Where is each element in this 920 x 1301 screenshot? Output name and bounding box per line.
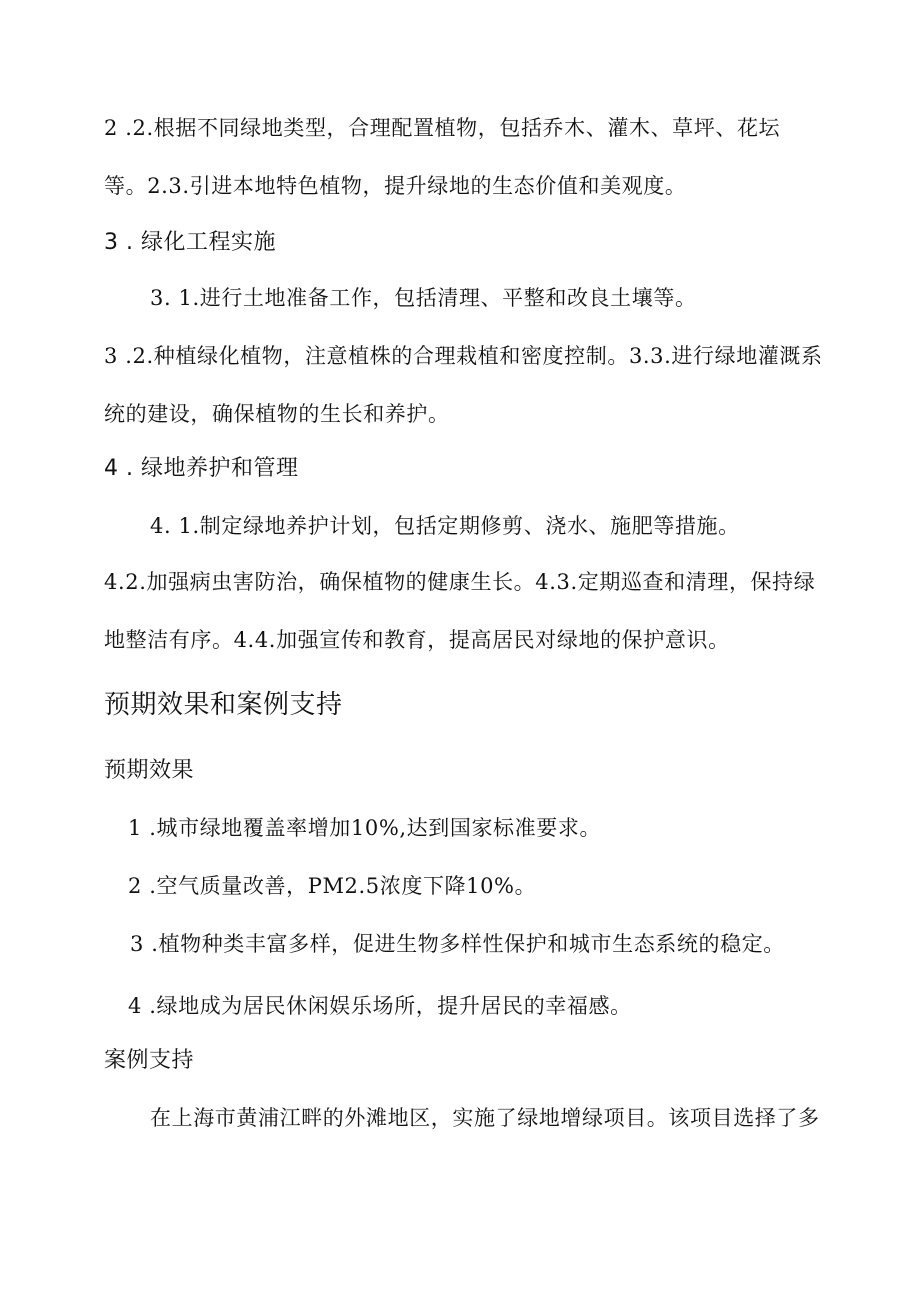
section4-item2-line1: 4.2.加强病虫害防治，确保植物的健康生长。4.3.定期巡查和清理，保持绿 xyxy=(104,570,816,594)
expected-title: 预期效果和案例支持 xyxy=(104,690,343,720)
section4-item1: 4. 1.制定绿地养护计划，包括定期修剪、浇水、施肥等措施。 xyxy=(150,514,740,538)
section3-item1: 3. 1.进行土地准备工作，包括清理、平整和改良土壤等。 xyxy=(150,286,697,310)
expected-subtitle: 预期效果 xyxy=(104,758,195,783)
section3-heading: 3 . 绿化工程实施 xyxy=(104,230,276,255)
expected-item: 1 .城市绿地覆盖率增加10%,达到国家标准要求。 xyxy=(128,816,602,840)
section2-line1: 2 .2.根据不同绿地类型，合理配置植物，包括乔木、灌木、草坪、花坛 xyxy=(104,116,781,140)
section4-item2-line2: 地整洁有序。4.4.加强宣传和教育，提高居民对绿地的保护意识。 xyxy=(104,628,730,652)
section4-heading: 4 . 绿地养护和管理 xyxy=(104,456,299,481)
section3-item2-line1: 3 .2.种植绿化植物，注意植株的合理栽植和密度控制。3.3.进行绿地灌溉系 xyxy=(104,344,823,368)
section2-line2: 等。2.3.引进本地特色植物，提升绿地的生态价值和美观度。 xyxy=(104,174,687,198)
expected-item: 2 .空气质量改善，PM2.5浓度下降10%。 xyxy=(128,874,537,898)
expected-item: 4 .绿地成为居民休闲娱乐场所，提升居民的幸福感。 xyxy=(128,994,632,1018)
section3-item2-line2: 统的建设，确保植物的生长和养护。 xyxy=(104,402,450,426)
case-paragraph: 在上海市黄浦江畔的外滩地区，实施了绿地增绿项目。该项目选择了多 xyxy=(150,1106,820,1130)
case-subtitle: 案例支持 xyxy=(104,1048,195,1073)
expected-item: 3 .植物种类丰富多样，促进生物多样性保护和城市生态系统的稳定。 xyxy=(130,932,785,956)
